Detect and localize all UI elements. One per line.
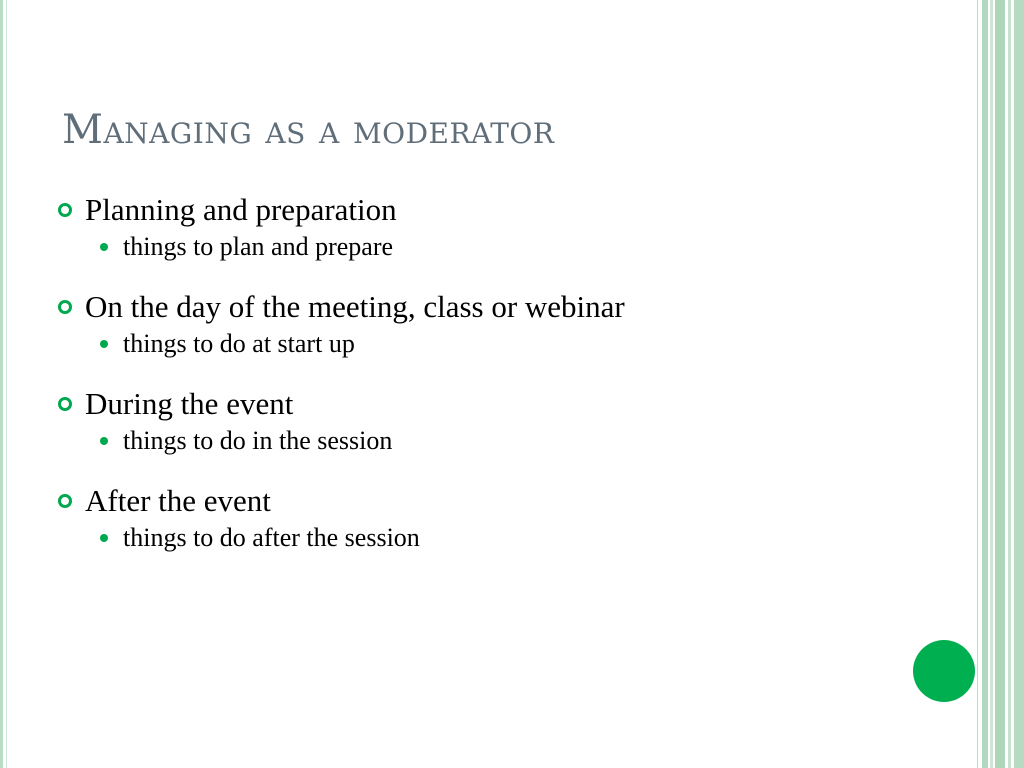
ring-bullet-icon [58, 494, 72, 508]
bullet-item [58, 384, 958, 458]
level2-text: things to plan and prepare [123, 232, 394, 261]
ring-bullet-icon [58, 300, 72, 314]
level1-bullet [58, 384, 958, 424]
dot-bullet-icon [100, 534, 108, 542]
level1-text: After the event [85, 483, 271, 518]
level2-text: things to do in the session [123, 426, 393, 455]
level1-bullet [58, 481, 958, 521]
right-border-stripe [982, 0, 988, 768]
level2-bullet [100, 521, 958, 555]
right-border-stripe [1008, 0, 1011, 768]
right-border-stripe [990, 0, 993, 768]
level1-text: On the day of the meeting, class or webinar [85, 289, 625, 324]
ring-bullet-icon [58, 203, 72, 217]
ring-bullet-icon [58, 397, 72, 411]
level2-bullet [100, 424, 958, 458]
level2-text: things to do at start up [123, 329, 355, 358]
left-border-stripe [0, 0, 3, 768]
level2-bullet [100, 230, 958, 264]
left-border-thin-stripe [6, 0, 7, 768]
right-border-stripe [995, 0, 1005, 768]
bullet-item [58, 287, 958, 361]
bullet-list [58, 190, 958, 578]
level1-bullet [58, 190, 958, 230]
green-circle-icon [913, 640, 975, 702]
dot-bullet-icon [100, 243, 108, 251]
bullet-item [58, 190, 958, 264]
level1-text: During the event [85, 386, 294, 421]
dot-bullet-icon [100, 437, 108, 445]
level2-bullet [100, 327, 958, 361]
bullet-item [58, 481, 958, 555]
level1-text: Planning and preparation [85, 192, 397, 227]
level2-text: things to do after the session [123, 523, 420, 552]
slide-title: Managing as a moderator [62, 107, 555, 153]
dot-bullet-icon [100, 340, 108, 348]
level1-bullet [58, 287, 958, 327]
right-border-stripe [1014, 0, 1024, 768]
right-border-stripe [977, 0, 978, 768]
